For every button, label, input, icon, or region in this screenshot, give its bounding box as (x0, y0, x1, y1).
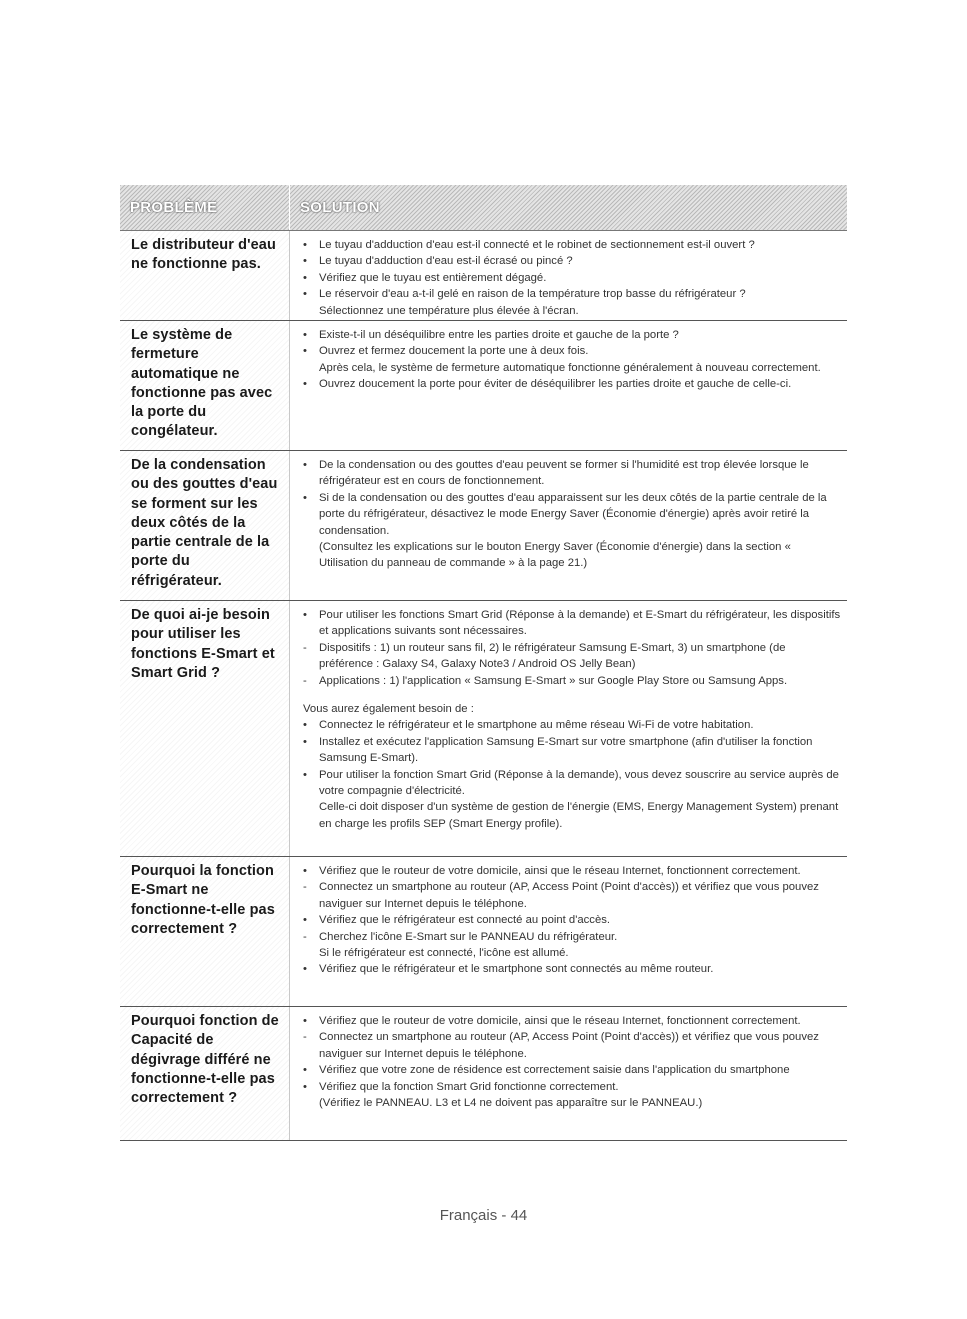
problem-title: Le système de fermeture automatique ne fonctionne pas avec la porte du congélateur. (131, 327, 273, 440)
problem-title: Pourquoi fonction de Capacité de dégivrage différé ne fonctionne-t-elle pas correctement ? (131, 1013, 279, 1107)
bullet-marker: • (303, 1080, 307, 1093)
problem-title: De la condensation ou des gouttes d'eau se forment sur les deux côtés de la partie centrale de la porte du réfrigérateur. (131, 457, 278, 589)
solution-cell (290, 601, 847, 856)
bullet-item (303, 1062, 841, 1078)
item-text: Vérifiez que le tuyau est entièrement dégagé. (319, 271, 547, 284)
page-footer: Français - 44 (439, 1207, 528, 1224)
bullet-item (303, 1079, 841, 1095)
solution-cell (290, 857, 847, 1006)
problem-title: De quoi ai-je besoin pour utiliser les fonctions E-Smart et Smart Grid ? (131, 607, 275, 681)
bullet-marker: • (303, 1064, 307, 1077)
bullet-marker: • (303, 1015, 307, 1027)
problem-cell (120, 857, 290, 1006)
solution-cell (290, 1007, 847, 1140)
item-text: Vérifiez que le routeur de votre domicile, ainsi que le réseau Internet, fonctionnent correctement. (319, 1015, 801, 1027)
sub-note: (Consultez les explications sur le bouton Energy Saver (Économie d'énergie) dans la section « Utilisation du panneau de commande » à la page 21.) (319, 541, 791, 570)
sub-note: Après cela, le système de fermeture automatique fonctionne généralement à nouveau correctement. (319, 361, 821, 374)
item-text: Ouvrez doucement la porte pour éviter de déséquilibrer les parties droite et gauche de celle-ci. (319, 378, 792, 391)
dash-item (303, 929, 841, 945)
problem-cell (120, 1007, 290, 1140)
bullet-item (303, 253, 841, 269)
bullet-marker: • (303, 239, 307, 251)
item-text: Vérifiez que la fonction Smart Grid fonctionne correctement. (319, 1080, 619, 1093)
dash-marker: - (303, 930, 307, 943)
solution-cell (290, 231, 847, 320)
item-text: Vérifiez que le réfrigérateur et le smartphone sont connectés au même routeur. (319, 963, 714, 976)
bullet-marker: • (303, 459, 307, 471)
bullet-marker: • (303, 378, 307, 391)
item-text: Si de la condensation ou des gouttes d'eau apparaissent sur les deux côtés de la partie centrale de la porte du réfrigérateur, désactivez le mode Energy Saver (Économie d'énergie) après avoir retiré la condensation. (319, 491, 827, 537)
bullet-marker: • (303, 719, 307, 732)
table-row (120, 321, 847, 451)
bullet-item (303, 767, 841, 800)
item-text: Le tuyau d'adduction d'eau est-il écrasé ou pincé ? (319, 255, 573, 268)
table-header (120, 185, 847, 231)
dash-item (303, 879, 841, 912)
bullet-item (303, 961, 841, 977)
problem-cell (120, 451, 290, 600)
problem-title: Le distributeur d'eau ne fonctionne pas. (131, 237, 276, 273)
dash-item (303, 1029, 841, 1062)
problem-cell (120, 321, 290, 450)
solution-cell (290, 451, 847, 600)
bullet-item (303, 457, 841, 490)
item-text: Vérifiez que votre zone de résidence est correctement saisie dans l'application du smartphone (319, 1064, 790, 1077)
bullet-item (303, 286, 841, 302)
item-text: Installez et exécutez l'application Samsung E-Smart sur votre smartphone (afin d'utiliser la fonction Samsung E-Smart). (319, 735, 813, 765)
solution-cell (290, 321, 847, 450)
item-text: Existe-t-il un déséquilibre entre les parties droite et gauche de la porte ? (319, 329, 679, 341)
table-row (120, 857, 847, 1007)
item-text: Connectez le réfrigérateur et le smartphone au même réseau Wi-Fi de votre habitation. (319, 719, 754, 732)
bullet-marker: • (303, 491, 307, 504)
bullet-item (303, 237, 841, 253)
item-text: Dispositifs : 1) un routeur sans fil, 2) le réfrigérateur Samsung E-Smart, 3) un smartphone (de préférence : Galaxy S4, Galaxy Note3 / Android OS Jelly Bean) (319, 641, 786, 671)
problem-cell (120, 231, 290, 320)
sub-note: (Vérifiez le PANNEAU. L3 et L4 ne doivent pas apparaître sur le PANNEAU.) (319, 1097, 703, 1110)
dash-item (303, 640, 841, 673)
item-text: Applications : 1) l'application « Samsung E-Smart » sur Google Play Store ou Samsung Apps. (319, 674, 788, 687)
dash-item (303, 673, 841, 689)
bullet-marker: • (303, 735, 307, 748)
plain-text: Vous aurez également besoin de : (303, 703, 474, 716)
sub-note: Celle-ci doit disposer d'un système de gestion de l'énergie (EMS, Energy Management System) prenant en charge les profils SEP (Smart Energy profile). (319, 801, 839, 830)
table-row (120, 1007, 847, 1141)
table-row (120, 601, 847, 857)
item-text: Pour utiliser les fonctions Smart Grid (Réponse à la demande) et E-Smart du réfrigérateur, les dispositifs et applications suivants sont nécessaires. (319, 609, 841, 638)
sub-note: Sélectionnez une température plus élevée à l'écran. (319, 304, 579, 317)
dash-marker: - (303, 674, 307, 687)
problem-title: Pourquoi la fonction E-Smart ne fonctionne-t-elle pas correctement ? (131, 863, 275, 937)
bullet-item (303, 863, 841, 879)
bullet-item (303, 1013, 841, 1029)
bullet-item (303, 607, 841, 640)
bullet-marker: • (303, 963, 307, 976)
sub-note: Si le réfrigérateur est connecté, l'icône est allumé. (319, 947, 569, 960)
item-text: De la condensation ou des gouttes d'eau peuvent se former si l'humidité est trop élevée lorsque le réfrigérateur est en cours de fonctionnement. (319, 459, 809, 488)
bullet-item (303, 327, 841, 343)
bullet-marker: • (303, 768, 307, 781)
item-text: Connectez un smartphone au routeur (AP, Access Point (Point d'accès)) et vérifiez que vous pouvez naviguer sur Internet depuis le téléphone. (319, 1031, 819, 1060)
bullet-marker: • (303, 609, 307, 621)
item-text: Cherchez l'icône E-Smart sur le PANNEAU du réfrigérateur. (319, 930, 618, 943)
bullet-marker: • (303, 329, 307, 341)
troubleshooting-table (120, 185, 847, 1141)
dash-marker: - (303, 1031, 307, 1044)
bullet-marker: • (303, 865, 307, 877)
bullet-marker: • (303, 914, 307, 927)
bullet-item (303, 343, 841, 359)
bullet-item (303, 490, 841, 539)
header-solution: SOLUTION (300, 199, 380, 216)
bullet-marker: • (303, 255, 307, 268)
item-text: Vérifiez que le réfrigérateur est connecté au point d'accès. (319, 914, 611, 927)
problem-cell (120, 601, 290, 856)
item-text: Ouvrez et fermez doucement la porte une à deux fois. (319, 345, 589, 358)
bullet-marker: • (303, 288, 307, 301)
bullet-item (303, 912, 841, 928)
dash-marker: - (303, 641, 307, 654)
table-row (120, 231, 847, 321)
dash-marker: - (303, 881, 307, 894)
table-body (120, 231, 847, 1141)
bullet-item (303, 376, 841, 392)
bullet-item (303, 270, 841, 286)
bullet-marker: • (303, 345, 307, 358)
bullet-item (303, 734, 841, 767)
item-text: Le réservoir d'eau a-t-il gelé en raison de la température trop basse du réfrigérateur ? (319, 288, 746, 301)
item-text: Le tuyau d'adduction d'eau est-il connecté et le robinet de sectionnement est-il ouvert ? (319, 239, 755, 251)
header-problem: PROBLÈME (120, 185, 290, 230)
item-text: Connectez un smartphone au routeur (AP, Access Point (Point d'accès)) et vérifiez que vous pouvez naviguer sur Internet depuis le téléphone. (319, 881, 819, 910)
item-text: Vérifiez que le routeur de votre domicile, ainsi que le réseau Internet, fonctionnent correctement. (319, 865, 801, 877)
item-text: Pour utiliser la fonction Smart Grid (Réponse à la demande), vous devez souscrire au service auprès de votre compagnie d'électricité. (319, 768, 839, 798)
table-row (120, 451, 847, 601)
bullet-item (303, 717, 841, 733)
bullet-marker: • (303, 271, 307, 284)
